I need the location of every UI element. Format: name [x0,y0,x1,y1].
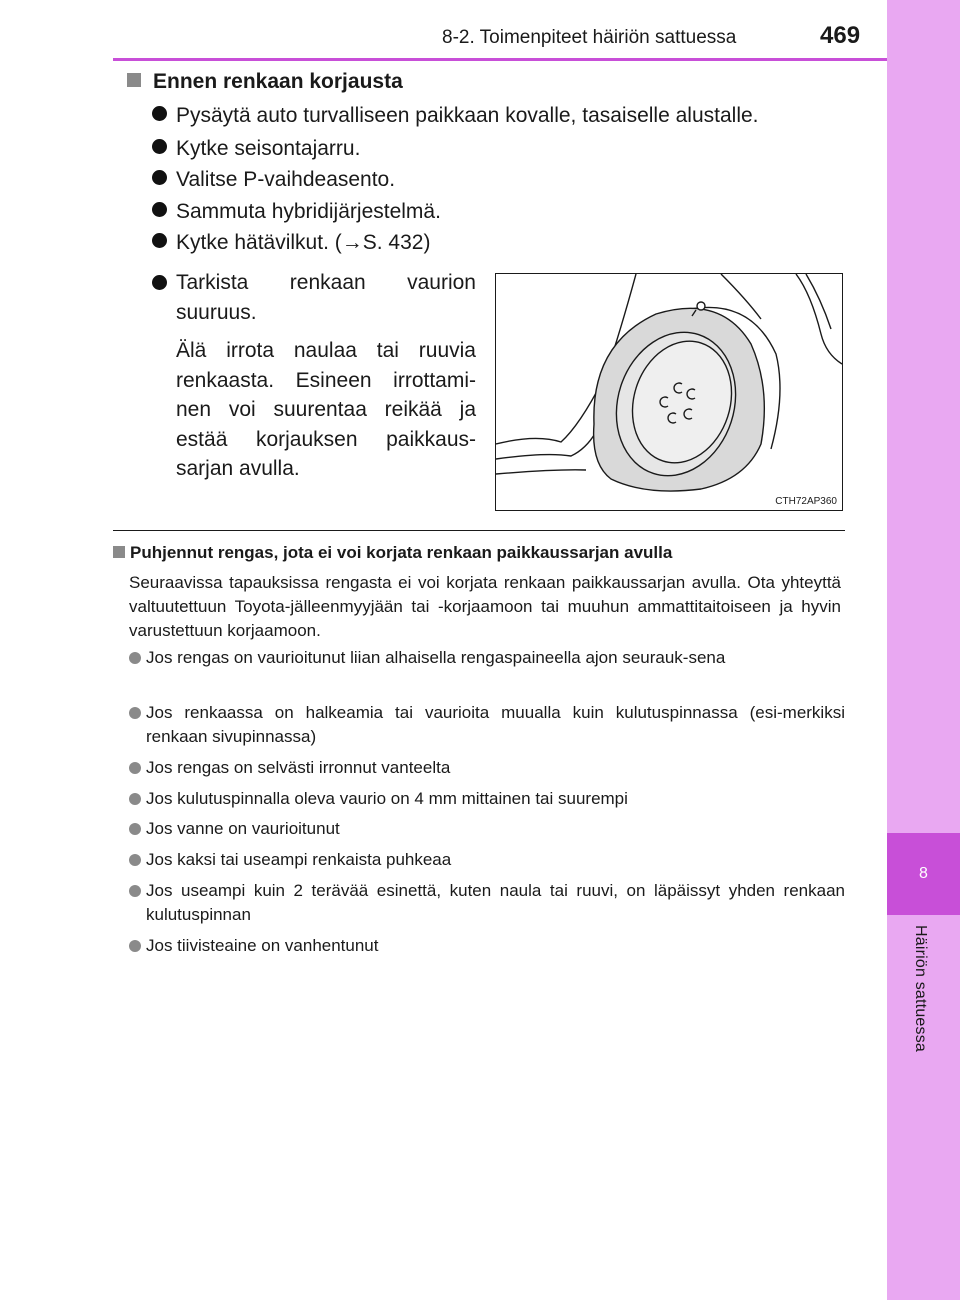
inspect-damage-item [152,268,477,484]
section-divider [113,530,845,531]
list-item-text: Pysäytä auto turvalliseen paikkaan kovalle, tasaiselle alustalle. [176,104,759,127]
list-item-text: Jos tiivisteaine on vanhentunut [146,936,379,955]
section-heading-non-repairable [113,543,672,563]
list-item [152,101,759,131]
list-item [129,787,845,811]
chapter-number-tab[interactable] [887,833,960,915]
bullet-icon [129,793,141,805]
list-item-text: Jos renkaassa on halkeamia tai vaurioita muualla kuin kulutuspinnassa (esi-merkiksi renkaan sivupinnassa) [146,703,845,746]
list-item [129,817,845,841]
square-bullet-icon [127,73,141,87]
list-item-text: Jos rengas on selvästi irronnut vanteelta [146,758,451,777]
list-item [129,756,845,780]
list-item [129,848,845,872]
bullet-icon [152,233,167,248]
list-item-text: Jos vanne on vaurioitunut [146,819,340,838]
list-item [129,879,845,927]
bullet-icon [129,940,141,952]
list-item-text: Jos rengas on vaurioitunut liian alhaisella rengaspaineella ajon seurauk-sena [146,648,726,667]
bullet-icon [152,202,167,217]
chapter-number: 8 [919,865,928,882]
list-item [152,228,430,258]
list-item-text: Kytke seisontajarru. [176,137,361,160]
chapter-label: Häiriön sattuessa [912,925,929,1053]
inspect-title: Tarkista renkaan vaurion suuruus. [176,271,476,324]
section-heading-text: Ennen renkaan korjausta [153,70,403,93]
list-item-text: Jos kulutuspinnalla oleva vaurio on 4 mm mittainen tai suurempi [146,789,628,808]
bullet-icon [129,885,141,897]
bullet-icon [152,106,167,121]
bullet-icon [129,854,141,866]
bullet-icon [152,275,167,290]
bullet-icon [129,707,141,719]
list-item-text: Valitse P-vaihdeasento. [176,168,396,191]
list-item [152,197,441,227]
bullet-icon [129,652,141,664]
section-body-text: Seuraavissa tapauksissa rengasta ei voi korjata renkaan paikkaussarjan avulla. Ota yhteyttä valtuutettuun Toyota-jälleenmyyjään tai -korjaamoon tai muuhun ammattitaitoiseen ja hyvin varustettuun korjaamoon. [129,573,841,640]
header-section-title: 8-2. Toimenpiteet häiriön sattuessa [442,27,737,48]
inspect-note: Älä irrota naulaa tai ruuvia renkaasta. Esineen irrottami-nen voi suurentaa reikää ja estää korjauksen paikkaus-sarjan avulla. [176,339,476,480]
list-item [129,701,845,749]
list-item-text: Jos kaksi tai useampi renkaista puhkeaa [146,850,452,869]
list-item [152,134,360,164]
bullet-icon [129,823,141,835]
square-bullet-icon [113,546,125,558]
bullet-icon [152,170,167,185]
page-number: 469 [820,22,861,49]
bullet-icon [129,762,141,774]
section-heading-before-repair [127,70,403,94]
list-item-text: Sammuta hybridijärjestelmä. [176,200,441,223]
chapter-sidebar [887,0,960,1300]
header-rule [113,58,887,61]
tire-illustration [495,273,843,511]
list-item-text[interactable]: Kytke hätävilkut. (→S. 432) [176,231,431,254]
list-item [129,646,845,670]
list-item [152,165,395,195]
list-item-text: Jos useampi kuin 2 terävää esinettä, kuten naula tai ruuvi, on läpäissyt yhden renkaan kulutuspinnan [146,881,845,924]
list-item [129,934,845,958]
bullet-icon [152,139,167,154]
section-heading-text: Puhjennut rengas, jota ei voi korjata renkaan paikkaussarjan avulla [130,543,673,562]
figure-code: CTH72AP360 [775,496,837,507]
flat-tire-drawing-icon [496,274,842,510]
